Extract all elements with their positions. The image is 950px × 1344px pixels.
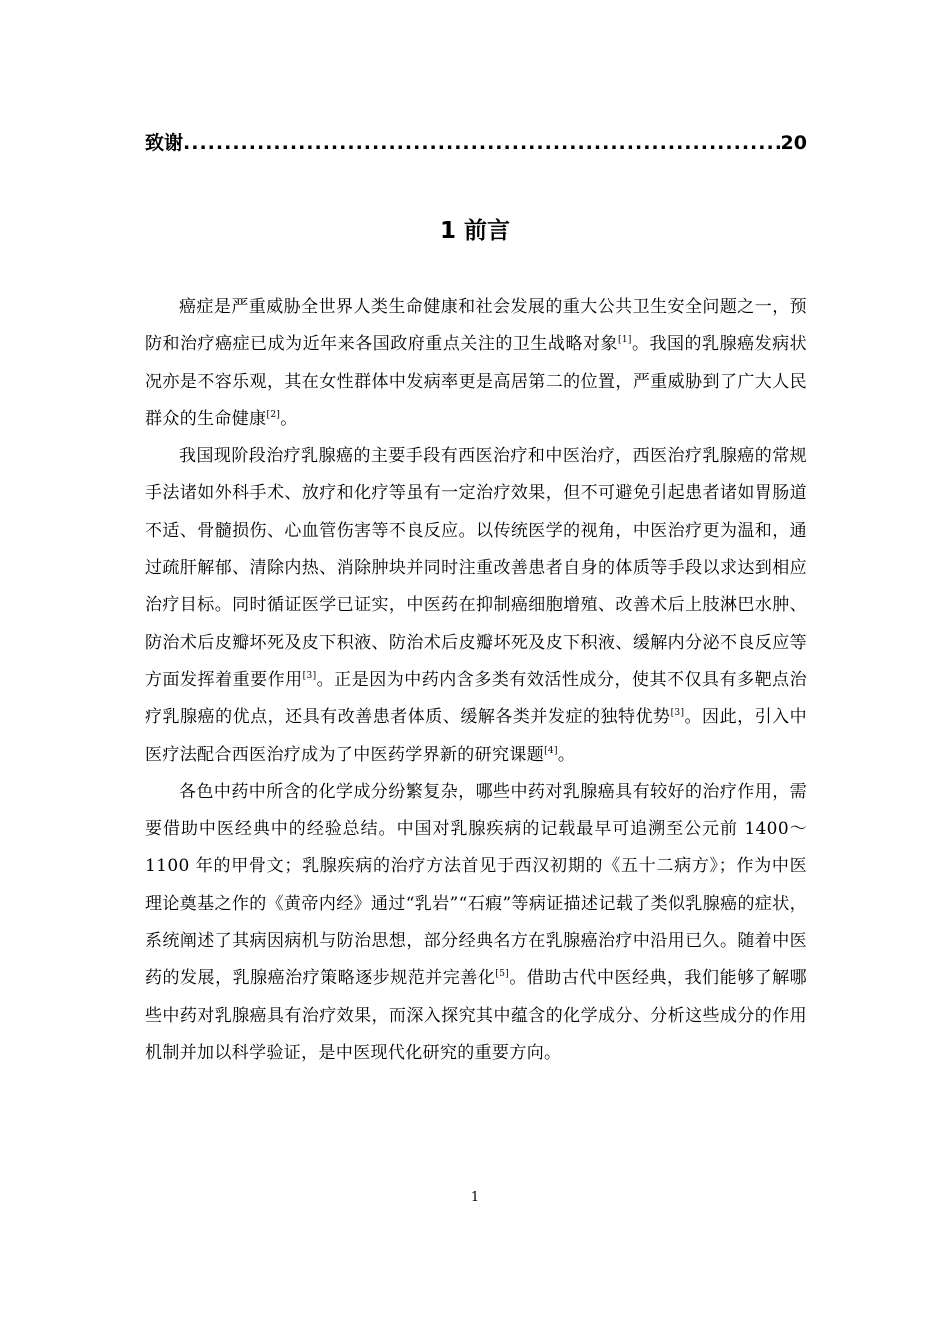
toc-entry-label: 致谢 (145, 132, 184, 154)
paragraph-text: 。我国的乳腺癌发病状况亦是不容乐观，其在女性群体中发病率更是高居第二的位置，严重威胁到了广大人民群众的生命健康 (145, 334, 807, 429)
citation-ref: [3] (670, 708, 685, 719)
citation-ref: [1] (618, 335, 632, 346)
paragraph-text: 。因此，引入中医疗法配合西医治疗成为了中医药学界新的研究课题 (145, 707, 808, 765)
body-text (145, 289, 807, 1072)
paragraph-text: 各色中药中所含的化学成分纷繁复杂，哪些中药对乳腺癌具有较好的治疗作用，需要借助中医经典中的经验总结。中国对乳腺疾病的记载最早可追溯至公元前 1400～1100 年的甲骨文；乳腺疾病的治疗方法首见于西汉初期的《五十二病方》；作为中医理论奠基之作的《黄帝内经》通过“乳岩”“石瘕”等病证描述记载了类似乳腺癌的症状，系统阐述了其病因病机与防治思想，部分经典名方在乳腺癌治疗中沿用已久。随着中医药的发展，乳腺癌治疗策略逐步规范并完善化 (145, 781, 807, 989)
paragraph-text: 。 (280, 408, 298, 429)
toc-leader-dots (183, 132, 781, 154)
body-paragraph (145, 774, 807, 1072)
paragraph-text: 。正是因为中药内含多类有效活性成分，使其不仅具有多靶点治疗乳腺癌的优点，还具有改善患者体质、缓解各类并发症的独特优势 (145, 669, 807, 728)
citation-ref: [5] (495, 969, 510, 980)
toc-entry-acknowledgements[interactable] (145, 128, 807, 155)
citation-ref: [3] (302, 670, 317, 681)
paragraph-text: 癌症是严重威胁全世界人类生命健康和社会发展的重大公共卫生安全问题之一，预防和治疗癌症已成为近年来各国政府重点关注的卫生战略对象 (145, 297, 807, 355)
section-heading: 1 前言 (439, 218, 510, 244)
paragraph-text: 。借助古代中医经典，我们能够了解哪些中药对乳腺癌具有治疗效果，而深入探究其中蕴含的化学成分、分析这些成分的作用机制并加以科学验证，是中医现代化研究的重要方向。 (145, 968, 808, 1063)
paragraph-text: 我国现阶段治疗乳腺癌的主要手段有西医治疗和中医治疗，西医治疗乳腺癌的常规手法诸如外科手术、放疗和化疗等虽有一定治疗效果，但不可避免引起患者诸如胃肠道不适、骨髓损伤、心血管伤害等不良反应。以传统医学的视角，中医治疗更为温和，通过疏肝解郁、清除内热、消除肿块并同时注重改善患者自身的体质等手段以求达到相应治疗目标。同时循证医学已证实，中医药在抑制癌细胞增殖、改善术后上肢淋巴水肿、防治术后皮瓣坏死及皮下积液、防治术后皮瓣坏死及皮下积液、缓解内分泌不良反应等方面发挥着重要作用 (145, 446, 807, 690)
paragraph-text: 。 (557, 744, 576, 765)
page-number: 1 (470, 1190, 480, 1205)
citation-ref: [4] (544, 745, 558, 756)
body-paragraph (145, 289, 807, 438)
toc-entry-page: 20 (780, 132, 807, 154)
citation-ref: [2] (266, 409, 281, 420)
body-paragraph (145, 438, 807, 774)
